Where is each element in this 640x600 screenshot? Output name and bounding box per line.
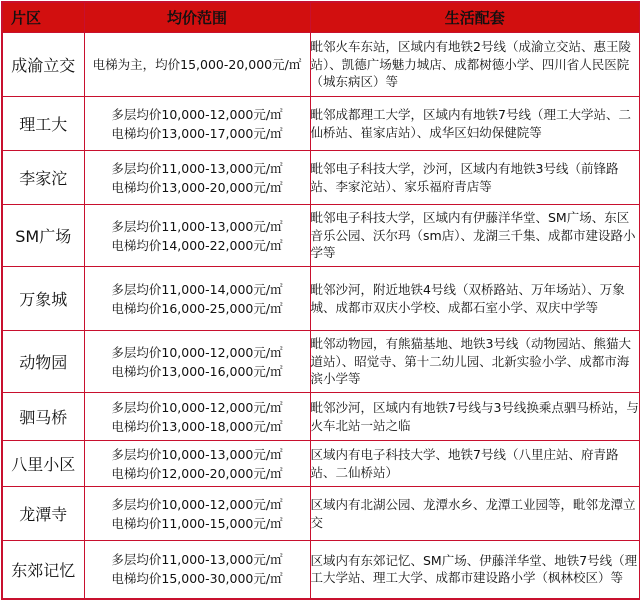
- price-range: [84, 487, 310, 541]
- price-range: [84, 441, 310, 487]
- price-line: 电梯为主，均价15,000-20,000元/㎡: [92, 57, 302, 72]
- price-line: 多层均价11,000-13,000元/㎡: [111, 160, 283, 176]
- area-name: 理工大: [2, 97, 84, 151]
- price-range: [84, 541, 310, 599]
- table-row: [2, 267, 640, 331]
- table-row: [2, 205, 640, 267]
- price-line: 多层均价11,000-14,000元/㎡: [111, 281, 283, 297]
- amenities: 毗邻电子科技大学，沙河，区域内有地铁3号线（前锋路站、李家沱站）、家乐福府青店等: [310, 151, 640, 205]
- amenities: 毗邻成都理工大学，区域内有地铁7号线（理工大学站、二仙桥站、崔家店站）、成华区妇幼保健院等: [310, 97, 640, 151]
- area-name: 东郊记忆: [2, 541, 84, 599]
- area-name: 成渝立交: [2, 33, 84, 97]
- price-line: 电梯均价11,000-15,000元/㎡: [111, 515, 283, 531]
- amenities: 区域内有北湖公园、龙潭水乡、龙潭工业园等，毗邻龙潭立交: [310, 487, 640, 541]
- amenities: 毗邻沙河，附近地铁4号线（双桥路站、万年场站）、万象城、成都市双庆小学校、成都石室小学、双庆中学等: [310, 267, 640, 331]
- amenities: 区域内有东郊记忆、SM广场、伊藤洋华堂、地铁7号线（理工大学站、理工大学、成都市建设路小学（枫林校区）等: [310, 541, 640, 599]
- price-line: 电梯均价16,000-25,000元/㎡: [111, 300, 283, 316]
- price-line: 多层均价10,000-12,000元/㎡: [111, 344, 283, 360]
- amenities: 毗邻火车东站，区域内有地铁2号线（成渝立交站、惠王陵站）、凯德广场魅力城店、成都树德小学、四川省人民医院（城东病区）等: [310, 33, 640, 97]
- price-range: [84, 205, 310, 267]
- housing-table: [1, 1, 640, 600]
- price-line: 电梯均价13,000-17,000元/㎡: [111, 125, 283, 141]
- price-line: 电梯均价14,000-22,000元/㎡: [111, 237, 283, 253]
- price-line: 多层均价10,000-12,000元/㎡: [111, 106, 283, 122]
- amenities: 毗邻动物园，有熊猫基地、地铁3号线（动物园站、熊猫大道站）、昭觉寺、第十二幼儿园、北新实验小学、成都市海滨小学等: [310, 331, 640, 393]
- price-line: 电梯均价13,000-20,000元/㎡: [111, 179, 283, 195]
- table-row: [2, 393, 640, 441]
- table-row: [2, 97, 640, 151]
- amenities: 毗邻沙河，区域内有地铁7号线与3号线换乘点驷马桥站，与火车北站一站之临: [310, 393, 640, 441]
- table-row: [2, 487, 640, 541]
- price-range: [84, 151, 310, 205]
- table-row: [2, 331, 640, 393]
- header-price: 均价范围: [84, 2, 310, 33]
- header-area: 片区: [2, 2, 84, 33]
- price-line: 多层均价10,000-12,000元/㎡: [111, 496, 283, 512]
- price-line: 多层均价10,000-12,000元/㎡: [111, 399, 283, 415]
- price-range: [84, 393, 310, 441]
- price-line: 电梯均价13,000-16,000元/㎡: [111, 363, 283, 379]
- table-header-row: [2, 2, 640, 33]
- area-name: 万象城: [2, 267, 84, 331]
- price-line: 电梯均价13,000-18,000元/㎡: [111, 418, 283, 434]
- price-range: [84, 33, 310, 97]
- price-line: 多层均价11,000-13,000元/㎡: [111, 552, 283, 568]
- amenities: 毗邻电子科技大学，区域内有伊藤洋华堂、SM广场、东区音乐公园、沃尔玛（sm店）、龙湖三千集、成都市建设路小学等: [310, 205, 640, 267]
- area-name: 龙潭寺: [2, 487, 84, 541]
- area-name: 李家沱: [2, 151, 84, 205]
- price-line: 电梯均价12,000-20,000元/㎡: [111, 465, 283, 481]
- price-line: 电梯均价15,000-30,000元/㎡: [111, 571, 283, 587]
- price-range: [84, 331, 310, 393]
- table-row: [2, 151, 640, 205]
- table-row: [2, 441, 640, 487]
- price-range: [84, 267, 310, 331]
- header-life: 生活配套: [310, 2, 640, 33]
- price-line: 多层均价10,000-13,000元/㎡: [111, 446, 283, 462]
- price-line: 多层均价11,000-13,000元/㎡: [111, 218, 283, 234]
- table-row: [2, 33, 640, 97]
- price-range: [84, 97, 310, 151]
- area-name: SM广场: [2, 205, 84, 267]
- table-row: [2, 541, 640, 599]
- area-name: 八里小区: [2, 441, 84, 487]
- area-name: 驷马桥: [2, 393, 84, 441]
- area-name: 动物园: [2, 331, 84, 393]
- amenities: 区域内有电子科技大学、地铁7号线（八里庄站、府青路站、二仙桥站）: [310, 441, 640, 487]
